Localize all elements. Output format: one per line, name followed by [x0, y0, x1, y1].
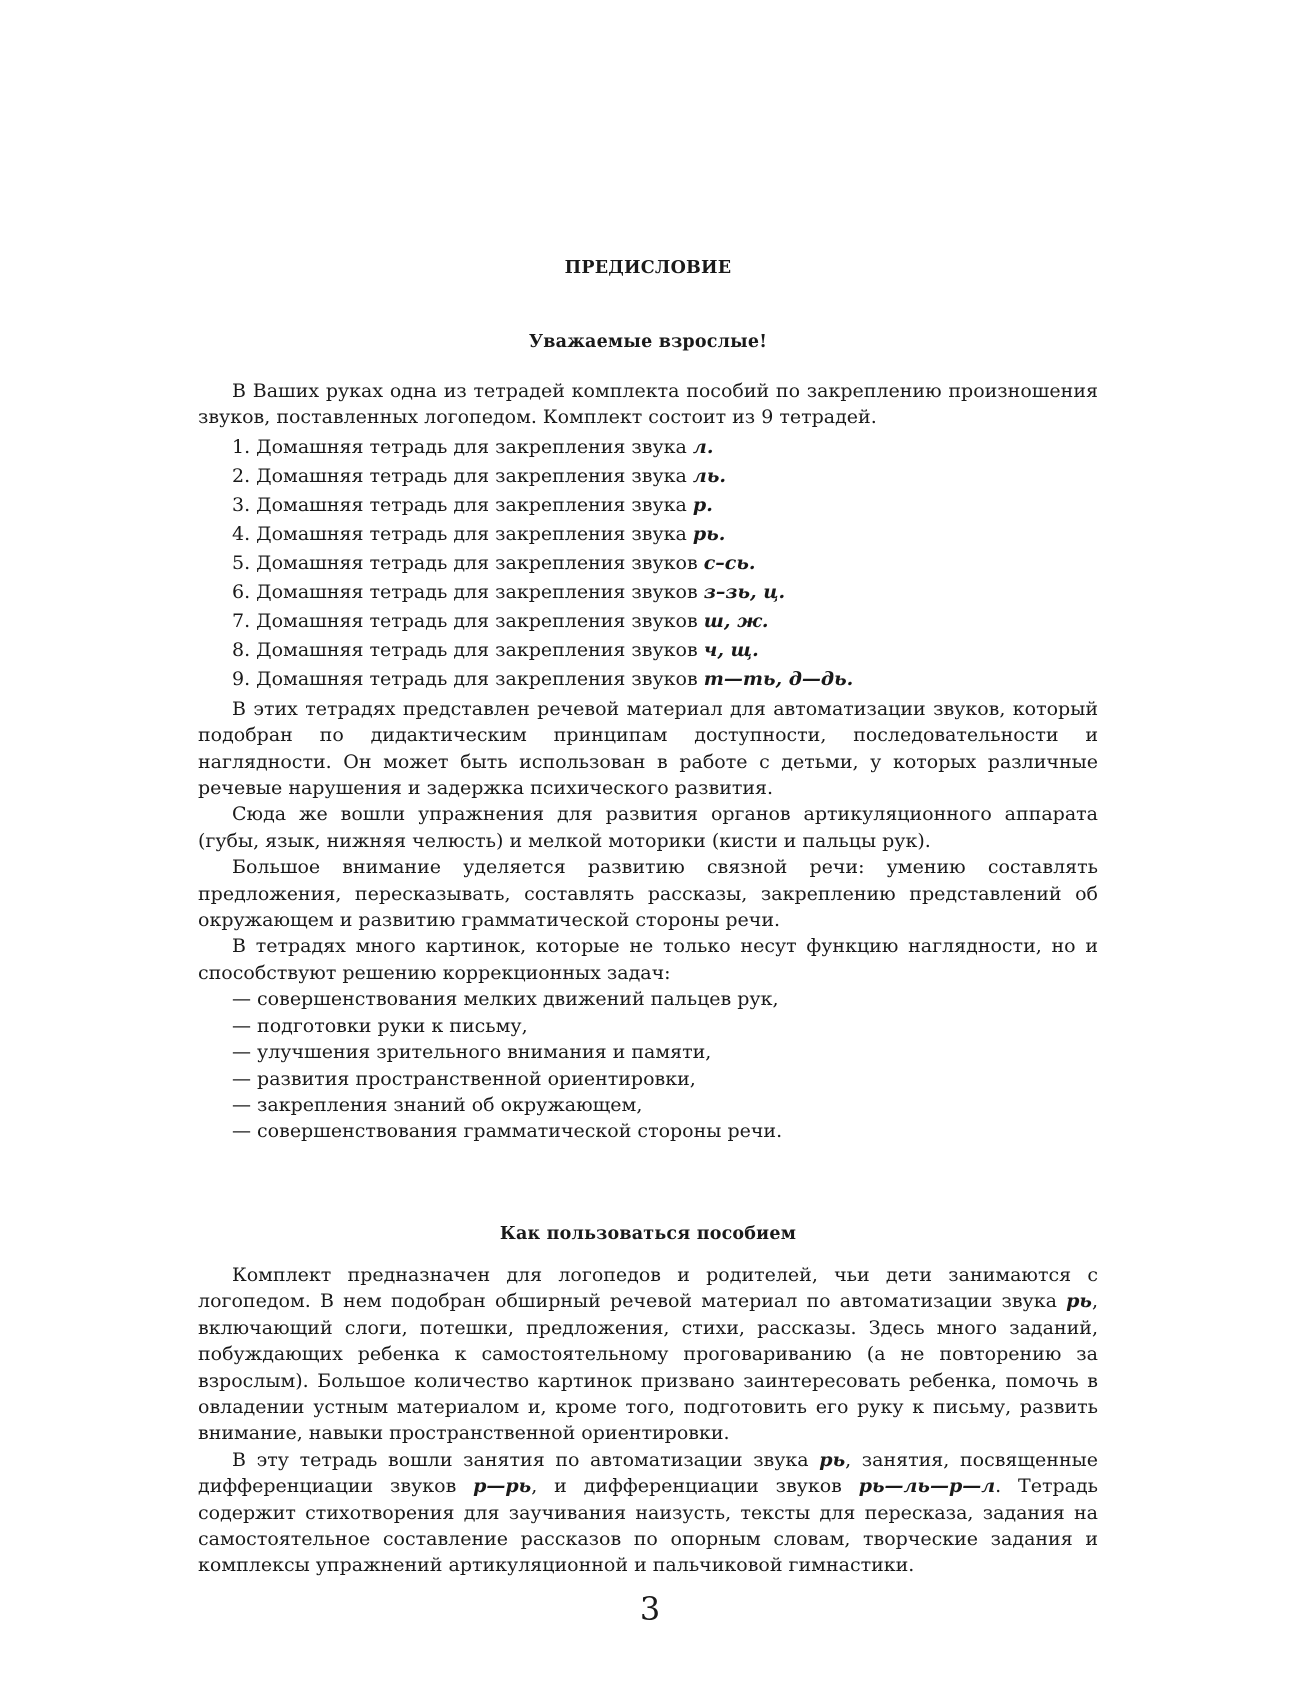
sound-label: л.	[692, 435, 714, 458]
sound-label: ш, ж.	[703, 609, 769, 632]
sound-label: т—ть, д—дь.	[703, 667, 854, 690]
body-paragraph: В тетрадях много картинок, которые не только несут функцию наглядности, но и способствуют решению коррекционных задач:	[198, 935, 1098, 984]
how-to-text	[198, 1262, 1098, 1579]
list-item: 7. Домашняя тетрадь для закрепления звуков ш, ж.	[232, 609, 769, 632]
list-item: 8. Домашняя тетрадь для закрепления звуков ч, щ.	[232, 638, 759, 661]
body-paragraph: Большое внимание уделяется развитию связной речи: умению составлять предложения, пересказывать, составлять рассказы, закреплению представлений об окружающем и развитию грамматической стороны речи.	[198, 856, 1098, 932]
list-item: — развития пространственной ориентировки,	[232, 1067, 696, 1090]
body-paragraph: В эту тетрадь вошли занятия по автоматизации звука рь, занятия, посвященные дифференциации звуков р—рь, и дифференциации звуков рь—ль—р—л. Тетрадь содержит стихотворения для заучивания наизусть, тексты для пересказа, задания на самостоятельное составление рассказов по опорным словам, творческие задания и комплексы упражнений артикуляционной и пальчиковой гимнастики.	[198, 1448, 1098, 1577]
section-heading: Как пользоваться пособием	[499, 1224, 797, 1244]
page-title: ПРЕДИСЛОВИЕ	[564, 258, 732, 278]
main-text	[198, 378, 1098, 1145]
sound-label: рь	[819, 1448, 846, 1471]
list-item: 4. Домашняя тетрадь для закрепления звука рь.	[232, 522, 726, 545]
sound-label: з–зь, ц.	[703, 580, 786, 603]
sound-label: ч, щ.	[703, 638, 759, 661]
greeting-heading: Уважаемые взрослые!	[528, 332, 768, 352]
list-item: 5. Домашняя тетрадь для закрепления звуков с–сь.	[232, 551, 756, 574]
list-item: 2. Домашняя тетрадь для закрепления звука ль.	[232, 464, 726, 487]
preface-section	[198, 258, 1098, 278]
list-item: — подготовки руки к письму,	[232, 1014, 528, 1037]
intro-paragraph: В Ваших руках одна из тетрадей комплекта пособий по закреплению произношения звуков, поставленных логопедом. Комплект состоит из 9 тетрадей.	[198, 380, 1098, 429]
list-item: 9. Домашняя тетрадь для закрепления звуков т—ть, д—дь.	[232, 667, 854, 690]
greeting-block	[198, 332, 1098, 352]
list-item: 1. Домашняя тетрадь для закрепления звука л.	[232, 435, 714, 458]
tasks-list	[198, 986, 1098, 1144]
sound-label: рь.	[692, 522, 726, 545]
sound-label: рь	[1066, 1290, 1092, 1313]
sound-label: ль.	[692, 464, 726, 487]
notebook-list	[198, 433, 1098, 694]
sound-label: рь—ль—р—л	[858, 1475, 996, 1498]
how-to-section	[198, 1224, 1098, 1244]
list-item: — закрепления знаний об окружающем,	[232, 1093, 643, 1116]
body-paragraph: В этих тетрадях представлен речевой материал для автоматизации звуков, который подобран по дидактическим принципам доступности, последовательности и наглядности. Он может быть использован в работе с детьми, у которых различные речевые нарушения и задержка психического развития.	[198, 697, 1098, 800]
list-item: — совершенствования мелких движений пальцев рук,	[232, 988, 779, 1011]
body-paragraph: Сюда же вошли упражнения для развития органов артикуляционного аппарата (губы, язык, нижняя челюсть) и мелкой моторики (кисти и пальцы рук).	[198, 803, 1098, 852]
list-item: 3. Домашняя тетрадь для закрепления звука р.	[232, 493, 713, 516]
sound-label: р.	[692, 493, 713, 516]
body-paragraph: Комплект предназначен для логопедов и родителей, чьи дети занимаются с логопедом. В нем подобран обширный речевой материал по автоматизации звука рь, включающий слоги, потешки, предложения, стихи, рассказы. Здесь много заданий, побуждающих ребенка к самостоятельному проговариванию (а не повторению за взрослым). Большое количество картинок призвано заинтересовать ребенка, помочь в овладении устным материалом и, кроме того, подготовить его руку к письму, развить внимание, навыки пространственной ориентировки.	[198, 1264, 1098, 1445]
sound-label: с–сь.	[703, 551, 756, 574]
page-number: 3	[639, 1590, 661, 1628]
list-item: — совершенствования грамматической стороны речи.	[232, 1120, 783, 1143]
sound-label: р—рь	[473, 1475, 532, 1498]
list-item: 6. Домашняя тетрадь для закрепления звуков з–зь, ц.	[232, 580, 786, 603]
list-item: — улучшения зрительного внимания и памяти,	[232, 1041, 712, 1064]
